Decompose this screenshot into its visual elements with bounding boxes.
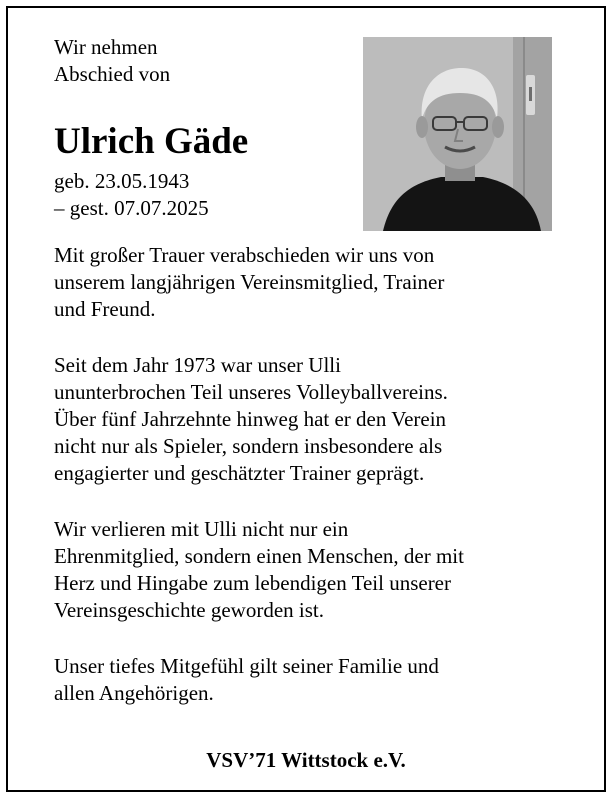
obituary-notice (6, 6, 606, 792)
text-line: Über fünf Jahrzehnte hinweg hat er den Verein (54, 407, 447, 431)
birth-date: geb. 23.05.1943 (54, 169, 190, 193)
portrait-photo (363, 37, 552, 231)
text-line: Mit großer Trauer verabschieden wir uns von (54, 243, 435, 267)
life-dates (54, 168, 209, 222)
text-line: allen Angehörigen. (54, 681, 214, 705)
paragraph-condolence (54, 653, 594, 707)
text-line: Unser tiefes Mitgefühl gilt seiner Familie und (54, 654, 439, 678)
text-line: unserem langjährigen Vereinsmitglied, Trainer (54, 270, 445, 294)
intro-line: Abschied von (54, 62, 171, 86)
text-line: engagierter und geschätzter Trainer geprägt. (54, 461, 425, 485)
text-line: Seit dem Jahr 1973 war unser Ulli (54, 353, 341, 377)
paragraph-farewell (54, 242, 594, 323)
text-line: Herz und Hingabe zum lebendigen Teil unserer (54, 571, 452, 595)
text-line: und Freund. (54, 297, 156, 321)
club-signature: VSV’71 Wittstock e.V. (206, 748, 406, 772)
text-line: ununterbrochen Teil unseres Volleyballvereins. (54, 380, 448, 404)
text-line: nicht nur als Spieler, sondern insbesondere als (54, 434, 443, 458)
paragraph-history (54, 352, 594, 487)
text-line: Wir verlieren mit Ulli nicht nur ein (54, 517, 349, 541)
intro-text (54, 34, 170, 88)
death-date: – gest. 07.07.2025 (54, 196, 209, 220)
text-line: Vereinsgeschichte geworden ist. (54, 598, 324, 622)
paragraph-tribute (54, 516, 594, 624)
deceased-name: Ulrich Gäde (54, 121, 249, 162)
intro-line: Wir nehmen (54, 35, 158, 59)
text-line: Ehrenmitglied, sondern einen Menschen, der mit (54, 544, 464, 568)
